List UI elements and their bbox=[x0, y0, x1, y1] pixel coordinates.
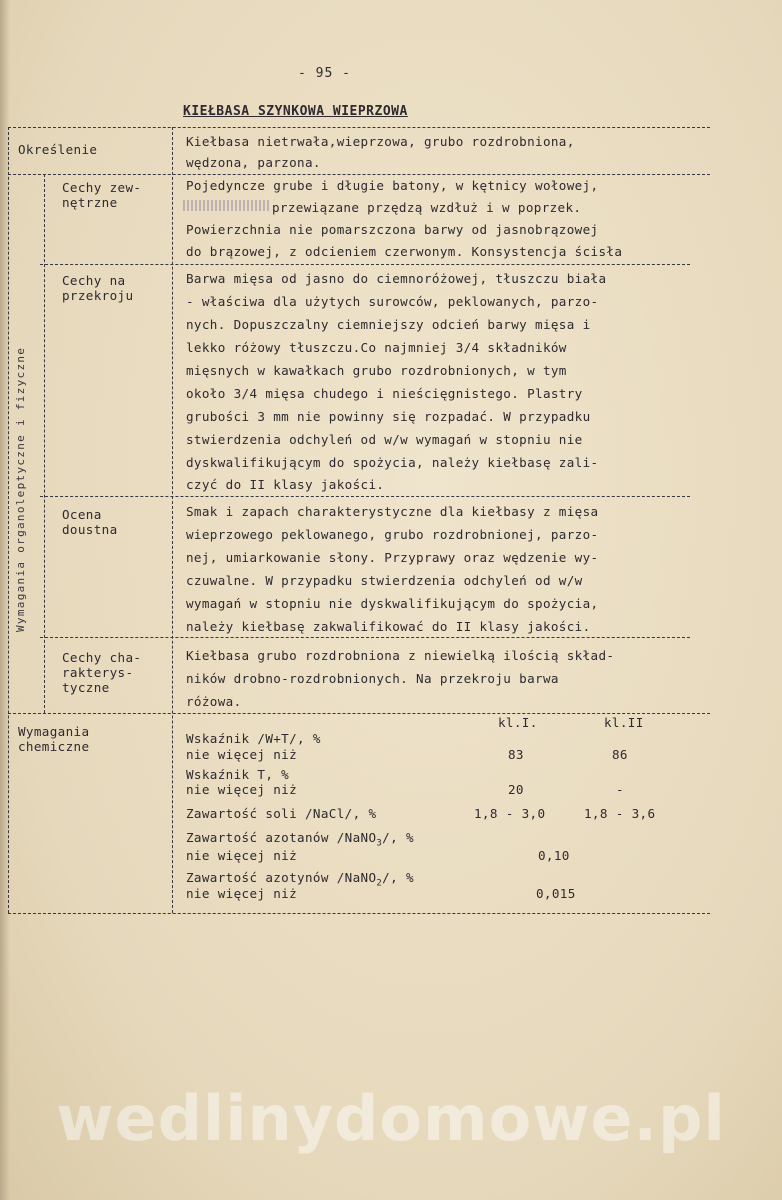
section-line: przewiązane przędzą wzdłuż i w poprzek. bbox=[272, 200, 582, 215]
page-number: - 95 - bbox=[298, 66, 351, 81]
section-line: mięsnych w kawałkach grubo rozdrobnionych, w tym bbox=[186, 363, 567, 378]
watermark: wedlinydomowe.pl bbox=[56, 1082, 726, 1155]
section-line: należy kiełbasę zakwalifikować do II klasy jakości. bbox=[186, 619, 591, 634]
section-line: dyskwalifikującym do spożycia, należy kiełbasę zali- bbox=[186, 455, 599, 470]
definition-line: wędzona, parzona. bbox=[186, 155, 321, 170]
chemical-row-name: Zawartość azotynów /NaNO$_2$/, % bbox=[186, 870, 414, 889]
section-line: Smak i zapach charakterystyczne dla kiełbasy z mięsa bbox=[186, 504, 599, 519]
chemical-value-class2: - bbox=[616, 782, 624, 797]
side-label-vertical: Wymagania organoleptyczne i fizyczne bbox=[14, 346, 27, 632]
chemical-value-class2: 1,8 - 3,6 bbox=[584, 806, 656, 821]
section-line: nych. Dopuszczalny ciemniejszy odcień barwy mięsa i bbox=[186, 317, 591, 332]
chemical-value-both: 0,10 bbox=[538, 848, 570, 863]
section-line: nej, umiarkowanie słony. Przyprawy oraz wędzenie wy- bbox=[186, 550, 599, 565]
chemical-col-class2: kl.II bbox=[604, 715, 644, 730]
section-line: Pojedyncze grube i długie batony, w kętnicy wołowej, bbox=[186, 178, 599, 193]
table-top-rule bbox=[8, 127, 710, 128]
section-line: Powierzchnia nie pomarszczona barwy od jasnobrązowej bbox=[186, 222, 599, 237]
section-line: do brązowej, z odcieniem czerwonym. Konsystencja ścisła bbox=[186, 244, 623, 259]
section-line: czuwalne. W przypadku stwierdzenia odchyleń od w/w bbox=[186, 573, 583, 588]
table-rule bbox=[40, 637, 690, 638]
section-label-taste: Ocena doustna bbox=[62, 507, 118, 537]
table-rule bbox=[8, 713, 710, 714]
chemical-row-sub: nie więcej niż bbox=[186, 782, 298, 797]
chemical-value-both: 0,015 bbox=[536, 886, 576, 901]
section-label-cross-section: Cechy na przekroju bbox=[62, 273, 134, 303]
table-column-rule bbox=[172, 127, 173, 913]
section-line: lekko różowy tłuszczu.Co najmniej 3/4 składników bbox=[186, 340, 567, 355]
table-rule bbox=[40, 264, 690, 265]
chemical-row-sub: nie więcej niż bbox=[186, 886, 298, 901]
table-left-rule bbox=[8, 127, 9, 913]
chemical-row-name: Wskaźnik T, % bbox=[186, 767, 290, 782]
section-line: wieprzowego peklowanego, grubo rozdrobnionej, parzo- bbox=[186, 527, 599, 542]
section-line: Kiełbasa grubo rozdrobniona z niewielką ilością skład- bbox=[186, 648, 615, 663]
chemical-value-class1: 20 bbox=[508, 782, 524, 797]
chemical-col-class1: kl.I. bbox=[498, 715, 538, 730]
chemical-row-sub: nie więcej niż bbox=[186, 747, 298, 762]
table-rule bbox=[40, 496, 690, 497]
section-line: grubości 3 mm nie powinny się rozpadać. W przypadku bbox=[186, 409, 591, 424]
chemical-label: Wymagania chemiczne bbox=[18, 724, 90, 754]
table-rule bbox=[8, 174, 710, 175]
chemical-row-name: Zawartość azotanów /NaNO$_3$/, % bbox=[186, 830, 414, 849]
definition-label: Określenie bbox=[18, 142, 98, 157]
table-inner-rule bbox=[44, 174, 45, 713]
table-bottom-rule bbox=[8, 913, 710, 914]
chemical-row-name: Zawartość soli /NaCl/, % bbox=[186, 806, 377, 821]
section-line: ników drobno-rozdrobnionych. Na przekroju barwa bbox=[186, 671, 559, 686]
section-label-external: Cechy zew- nętrzne bbox=[62, 180, 142, 210]
ink-smudge bbox=[183, 200, 269, 211]
section-line: stwierdzenia odchyleń od w/w wymagań w stopniu nie bbox=[186, 432, 583, 447]
document-title: KIEŁBASA SZYNKOWA WIEPRZOWA bbox=[183, 104, 408, 119]
section-line: - właściwa dla użytych surowców, peklowanych, parzo- bbox=[186, 294, 599, 309]
chemical-row-name: Wskaźnik /W+T/, % bbox=[186, 731, 321, 746]
definition-line: Kiełbasa nietrwała,wieprzowa, grubo rozdrobniona, bbox=[186, 134, 575, 149]
chemical-value-class2: 86 bbox=[612, 747, 628, 762]
section-label-characteristic: Cechy cha- rakterys- tyczne bbox=[62, 650, 142, 695]
section-line: różowa. bbox=[186, 694, 242, 709]
section-line: Barwa mięsa od jasno do ciemnoróżowej, tłuszczu biała bbox=[186, 271, 607, 286]
section-line: czyć do II klasy jakości. bbox=[186, 477, 385, 492]
chemical-row-sub: nie więcej niż bbox=[186, 848, 298, 863]
chemical-value-class1: 83 bbox=[508, 747, 524, 762]
chemical-value-class1: 1,8 - 3,0 bbox=[474, 806, 546, 821]
section-line: około 3/4 mięsa chudego i nieścięgnistego. Plastry bbox=[186, 386, 583, 401]
section-line: wymagań w stopniu nie dyskwalifikującym do spożycia, bbox=[186, 596, 599, 611]
